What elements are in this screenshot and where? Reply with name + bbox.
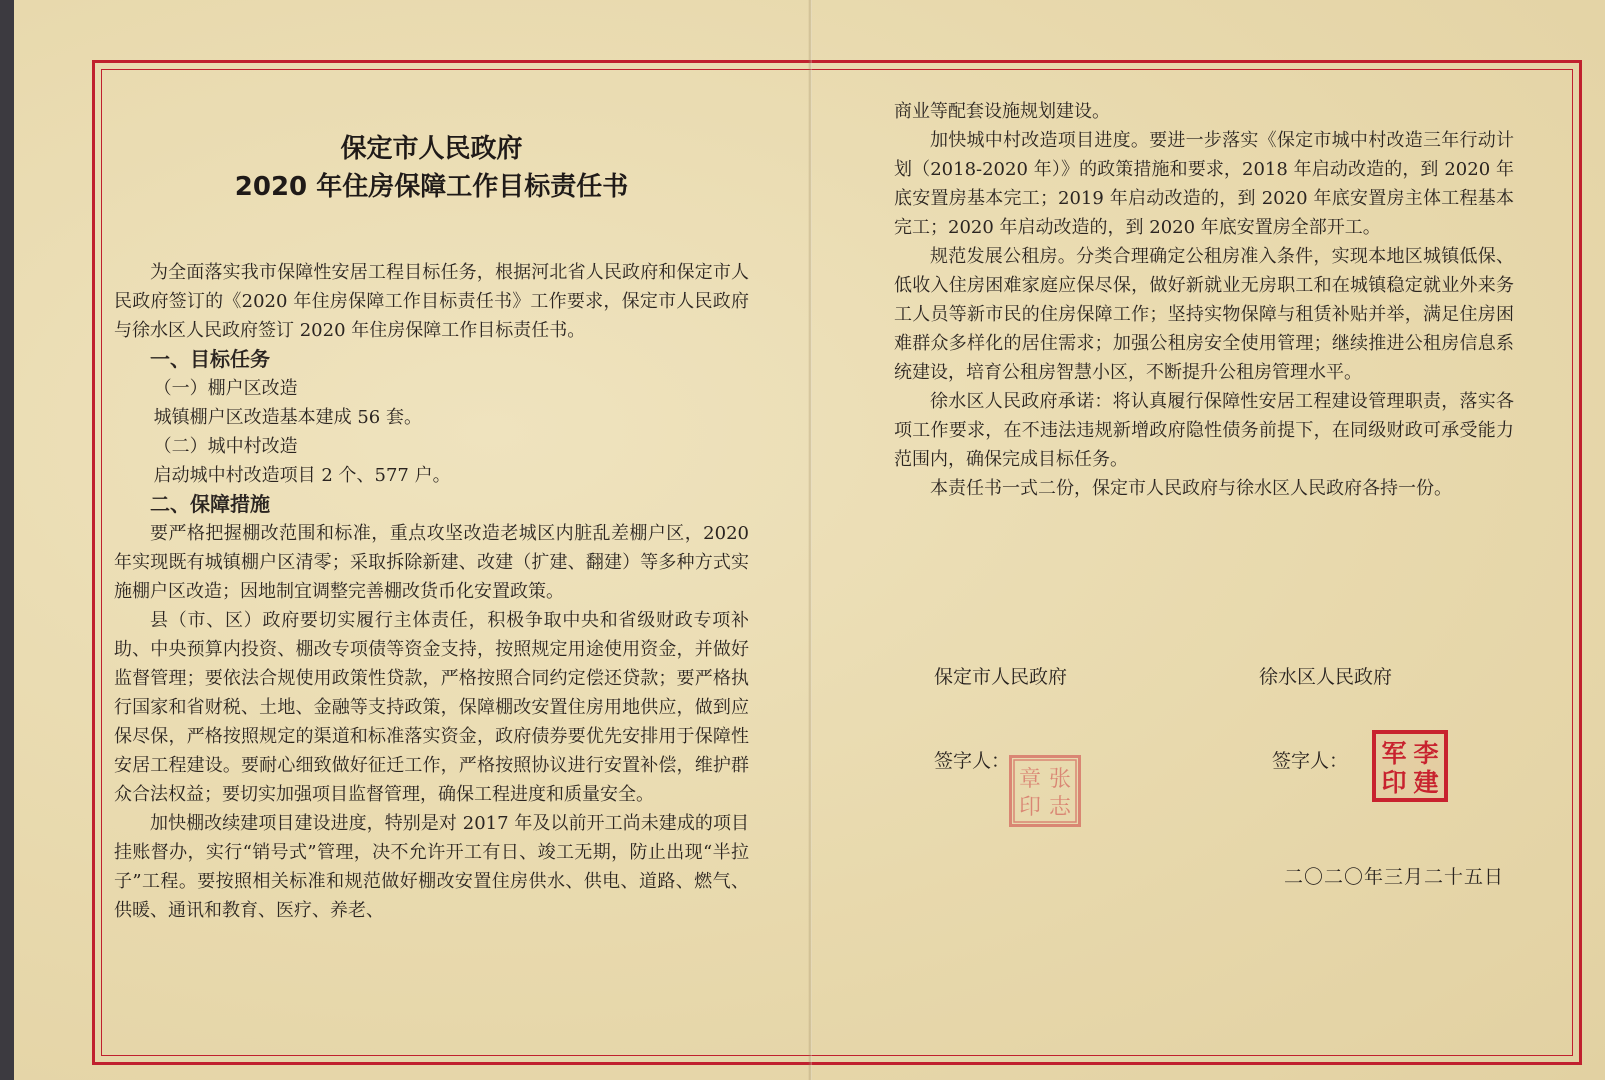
svg-text:章: 章 bbox=[1018, 767, 1042, 792]
signer-label-b: 签字人： bbox=[1272, 750, 1349, 772]
seal-b-graphic bbox=[1376, 734, 1444, 798]
section1-heading: 一、目标任务 bbox=[150, 347, 270, 371]
commitment-paragraph: 徐水区人民政府承诺：将认真履行保障性安居工程建设管理职责，落实各项工作要求，在不违法违规新增政府隐性债务前提下，在同级财政可承受能力范围内，确保完成目标任务。 bbox=[894, 391, 1514, 470]
subsection1-heading: （一）棚户区改造 bbox=[153, 378, 298, 399]
title-block bbox=[114, 130, 749, 206]
party-b-name: 徐水区人民政府 bbox=[1259, 666, 1393, 688]
measures-paragraph-2: 县（市、区）政府要切实履行主体责任，积极争取中央和省级财政专项补助、中央预算内投资、棚改专项债等资金支持，按照规定用途使用资金，并做好监督管理；要依法合规使用政策性贷款，严格按照合同约定偿还贷款；要严格执行国家和省财税、土地、金融等支持政策，保障棚改安置住房用地供应，做到应保尽保，严格按照规定的渠道和标准落实资金，政府债券要优先安排用于保障性安居工程建设。要耐心细致做好征迁工作，严格按照协议进行安置补偿，维护群众合法权益；要切实加强项目监督管理，确保工程进度和质量安全。 bbox=[114, 610, 749, 805]
svg-text:李: 李 bbox=[1413, 739, 1439, 768]
measures-paragraph-3: 加快棚改续建项目建设进度，特别是对 2017 年及以前开工尚未建成的项目挂账督办，实行“销号式”管理，决不允许开工有日、竣工无期，防止出现“半拉子”工程。要按照相关标准和规范做好棚改安置住房供水、供电、道路、燃气、供暖、通讯和教育、医疗、养老、 bbox=[114, 813, 749, 921]
document-page bbox=[14, 0, 1605, 1080]
public-rental-paragraph: 规范发展公租房。分类合理确定公租房准入条件，实现本地区城镇低保、低收入住房困难家庭应保尽保，做好新就业无房职工和在城镇稳定就业外来务工人员等新市民的住房保障工作；坚持实物保障与租赁补贴并举，满足住房困难群众多样化的居住需求；加强公租房安全使用管理；继续推进公租房信息系统建设，培育公租房智慧小区，不断提升公租房管理水平。 bbox=[894, 246, 1514, 383]
signing-date: 二〇二〇年三月二十五日 bbox=[1284, 866, 1505, 888]
left-column bbox=[114, 130, 749, 925]
svg-text:军: 军 bbox=[1381, 739, 1407, 768]
document-title-line2: 2020 年住房保障工作目标责任书 bbox=[234, 172, 629, 202]
svg-text:张: 张 bbox=[1048, 767, 1072, 792]
seal-a-graphic bbox=[1012, 758, 1078, 824]
subsection2-heading: （二）城中村改造 bbox=[153, 436, 298, 457]
subsection1-body: 城镇棚户区改造基本建成 56 套。 bbox=[153, 407, 422, 428]
section2-heading: 二、保障措施 bbox=[150, 492, 270, 516]
urban-village-paragraph: 加快城中村改造项目进度。要进一步落实《保定市城中村改造三年行动计划（2018-2020 年）》的政策措施和要求，2018 年启动改造的，到 2020 年底安置房基本完工；2019 年启动改造的，到 2020 年底安置房主体工程基本完工；2020 年启动改造的，到 2020 年底安置房全部开工。 bbox=[894, 130, 1514, 238]
intro-paragraph: 为全面落实我市保障性安居工程目标任务，根据河北省人民政府和保定市人民政府签订的《2020 年住房保障工作目标责任书》工作要求，保定市人民政府与徐水区人民政府签订 2020 年住房保障工作目标责任书。 bbox=[114, 262, 749, 341]
signature-seal-b bbox=[1372, 730, 1448, 802]
svg-text:印: 印 bbox=[1381, 768, 1407, 797]
svg-text:印: 印 bbox=[1018, 795, 1042, 820]
copies-paragraph: 本责任书一式二份，保定市人民政府与徐水区人民政府各持一份。 bbox=[930, 478, 1452, 499]
signature-seal-a bbox=[1009, 755, 1081, 827]
svg-text:志: 志 bbox=[1048, 795, 1072, 820]
measures-paragraph-3-continued: 商业等配套设施规划建设。 bbox=[894, 101, 1110, 122]
signer-label-a: 签字人： bbox=[934, 750, 1011, 772]
party-a-name: 保定市人民政府 bbox=[934, 666, 1068, 688]
measures-paragraph-1: 要严格把握棚改范围和标准，重点攻坚改造老城区内脏乱差棚户区，2020 年实现既有城镇棚户区清零；采取拆除新建、改建（扩建、翻建）等多种方式实施棚户区改造；因地制宜调整完善棚改货币化安置政策。 bbox=[114, 523, 749, 602]
svg-text:建: 建 bbox=[1413, 768, 1439, 797]
subsection2-body: 启动城中村改造项目 2 个、577 户。 bbox=[153, 465, 451, 486]
right-column bbox=[894, 97, 1514, 503]
document-title-line1: 保定市人民政府 bbox=[340, 134, 523, 164]
